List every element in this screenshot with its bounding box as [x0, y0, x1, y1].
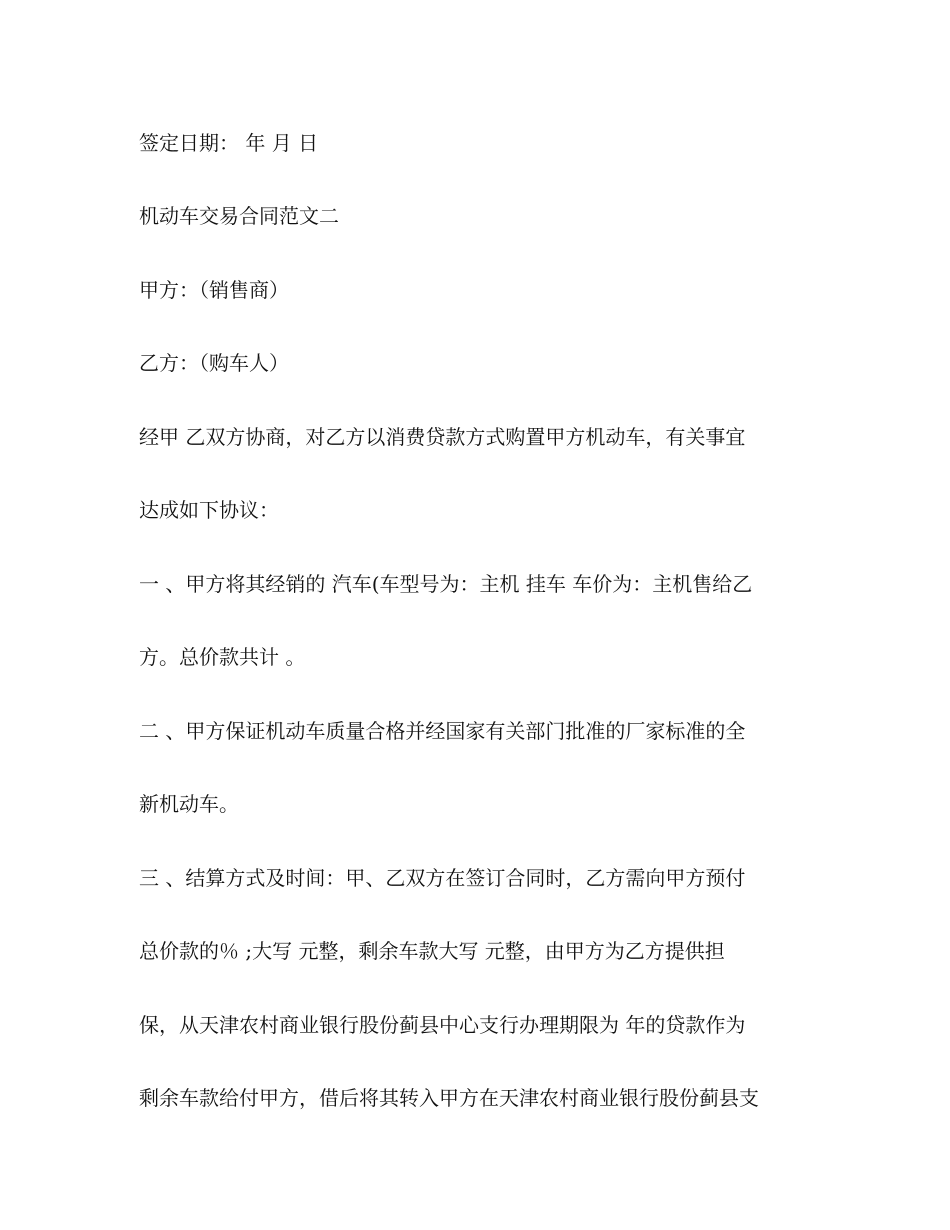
clause-3-line: 剩余车款给付甲方，借后将其转入甲方在天津农村商业银行股份蓟县支 — [139, 1086, 759, 1110]
clause-1-line: 一 、甲方将其经销的 汽车(车型号为：主机 挂车 车价为：主机售给乙 — [139, 572, 753, 596]
paragraph-line: 经甲 乙双方协商，对乙方以消费贷款方式购置甲方机动车，有关事宜 — [139, 425, 746, 449]
party-a-line: 甲方：（销售商） — [139, 278, 289, 302]
clause-2-line: 新机动车。 — [139, 792, 239, 816]
document-title: 机动车交易合同范文二 — [139, 204, 339, 228]
clause-3-line: 总价款的％ ;大写 元整，剩余车款大写 元整，由甲方为乙方提供担 — [139, 939, 725, 963]
paragraph-line: 达成如下协议： — [139, 498, 279, 522]
clause-1-line: 方。总价款共计 。 — [139, 645, 306, 669]
clause-3-line: 保，从天津农村商业银行股份蓟县中心支行办理期限为 年的贷款作为 — [139, 1013, 746, 1037]
party-b-line: 乙方：（购车人） — [139, 351, 289, 375]
clause-2-line: 二 、甲方保证机动车质量合格并经国家有关部门批准的厂家标准的全 — [139, 719, 746, 743]
signing-date-line: 签定日期： 年 月 日 — [139, 131, 319, 155]
clause-3-line: 三 、结算方式及时间：甲、乙双方在签订合同时，乙方需向甲方预付 — [139, 866, 746, 890]
